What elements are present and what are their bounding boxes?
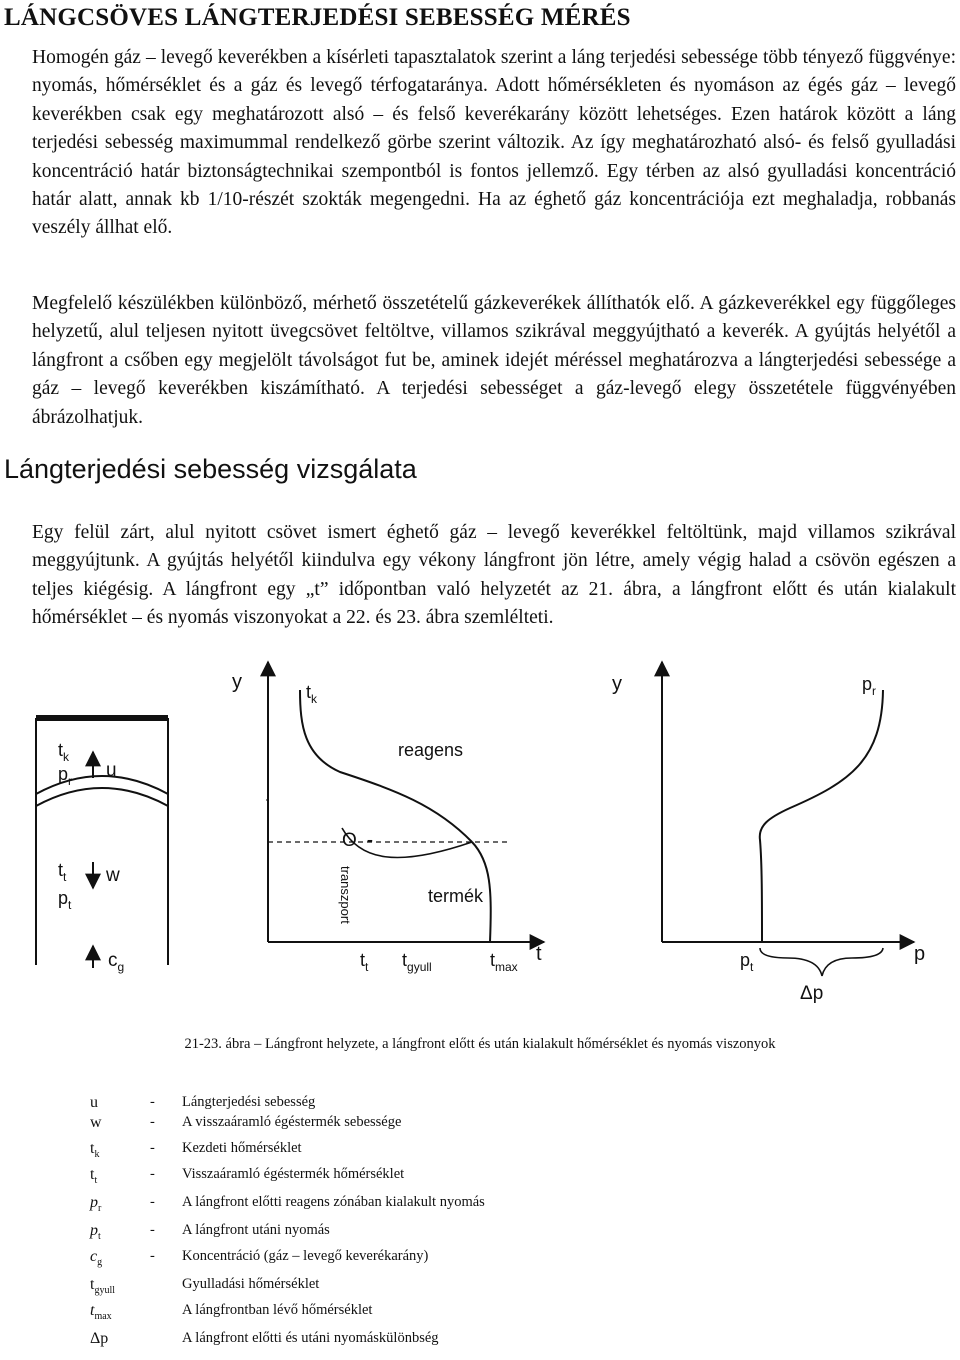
pressure-pt-label: $p_t$	[740, 950, 754, 974]
legend-row	[90, 1140, 710, 1164]
reagens-label: reagens	[398, 740, 464, 760]
tgyull-tick-label: $t_{gyull}$	[402, 950, 432, 974]
tube-cg-label: $c_g$	[108, 950, 125, 974]
legend-description: Gyulladási hőmérséklet	[182, 1276, 320, 1292]
legend-dash: -	[150, 1222, 155, 1238]
tube-figure	[36, 718, 168, 974]
legend-symbol: Δp	[90, 1330, 109, 1347]
o2-label: O -	[342, 830, 374, 851]
legend-dash: -	[150, 1166, 155, 1182]
tube-u-label: u	[106, 760, 117, 781]
legend-description: Lángterjedési sebesség	[182, 1094, 316, 1110]
legend-description: A lángfrontban lévő hőmérséklet	[182, 1302, 373, 1318]
legend-dash: -	[150, 1094, 155, 1110]
tube-w-label: w	[106, 865, 120, 886]
figure-caption: 21-23. ábra – Lángfront helyzete, a lángfront előtt és után kialakult hőmérséklet és nyomás viszonyok	[184, 1036, 776, 1052]
legend-symbol: $t_t$	[90, 1166, 98, 1187]
intro-paragraph: Homogén gáz – levegő keverékben a kísérleti tapasztalatok szerint a láng terjedési sebessége több tényező függvénye: nyomás, hőmérséklet és a gáz és levegő térfogataránya. Adott hőmérsékleten és nyomáson az égés gáz – levegő keverékben csak egy meghatározott alsó – és felső keverékarány között lehetséges. Ezen határok között a láng terjedési sebesség maximummal rendelkező görbe szerint változik. Az így meghatározható alsó- és felső gyulladási koncentráció határ biztonságtechnikai szempontból is fontos jellemző. Egy térben az alsó gyulladási koncentráció határ alatt, annak kb 1/10-részét szokták megengedni. Ha az éghető gáz koncentrációja ezt meghaladja, robbanás veszély állhat elő.	[32, 47, 956, 239]
legend-symbol: $t_k$	[90, 1140, 100, 1161]
pressure-p-axis-label: p	[914, 943, 926, 965]
apparatus-paragraph: Megfelelő készülékben különböző, mérhető összetételű gázkeverékek állíthatók elő. A gázkeverékkel egy függőleges helyzetű, alul teljesen nyitott üvegcsövet feltöltve, villamos szikrával meggyújtható a keverék. A gyújtás helyétől a lángfront a csőben egy megjelölt távolságot fut be, aminek idejét méréssel meghatározva a lángterjedési sebessége a gáz – levegő keverékben kiszámítható. A terjedési sebességet a gáz-levegő elegy összetétele függvényében ábrázolhatjuk.	[32, 293, 956, 428]
tt-tick-label: $t_t$	[360, 950, 369, 974]
pressure-y-label: y	[612, 673, 622, 695]
legend-description: Kezdeti hőmérséklet	[182, 1140, 302, 1156]
transzport-curve	[342, 828, 472, 858]
delta-p-brace	[760, 948, 883, 976]
legend-row	[90, 1276, 710, 1300]
tube-pt-label: $p_t$	[58, 888, 72, 912]
temperature-y-label: y	[232, 671, 242, 693]
delta-p-label: Δp	[800, 983, 824, 1004]
temperature-t-axis-label: t	[536, 943, 542, 965]
legend-symbol: $c_g$	[90, 1248, 103, 1269]
legend-symbol: $p_r$	[90, 1194, 102, 1215]
flame-front-upper	[36, 776, 168, 794]
legend-description: A lángfront előtti reagens zónában kialakult nyomás	[182, 1194, 485, 1210]
legend-dash: -	[150, 1114, 155, 1130]
flame-front-lower	[36, 788, 168, 806]
legend-symbol: $t_{max}$	[90, 1302, 112, 1323]
temperature-figure	[232, 662, 544, 974]
tube-tt-label: $t_t$	[58, 860, 67, 884]
tube-pr-label: $p_r$	[58, 764, 73, 788]
legend-row	[90, 1194, 710, 1218]
legend-row	[90, 1114, 710, 1138]
flame-front-diagram	[0, 650, 960, 1010]
legend-symbol: $t_{gyull}$	[90, 1276, 116, 1297]
legend-row	[90, 1166, 710, 1190]
legend-row	[90, 1222, 710, 1246]
legend-description: A visszaáramló égéstermék sebessége	[182, 1114, 402, 1130]
temperature-tk-label: $t_k$	[306, 682, 318, 706]
transzport-label: transzport	[338, 866, 353, 924]
legend-dash: -	[150, 1140, 155, 1156]
document-title: LÁNGCSÖVES LÁNGTERJEDÉSI SEBESSÉG MÉRÉS	[4, 4, 631, 31]
section-title: Lángterjedési sebesség vizsgálata	[4, 454, 417, 484]
legend-row	[90, 1248, 710, 1272]
legend-description: Koncentráció (gáz – levegő keverékarány)	[182, 1248, 429, 1264]
termek-label: termék	[428, 886, 484, 906]
pressure-curve	[760, 690, 883, 942]
legend-description: A lángfront utáni nyomás	[182, 1222, 330, 1238]
reagens-curve	[300, 690, 472, 842]
method-paragraph: Egy felül zárt, alul nyitott csövet ismert éghető gáz – levegő keverékkel feltöltünk, majd villamos szikrával meggyújtunk. A gyújtás helyétől kiindulva egy vékony lángfront jön létre, amely végig halad a csövön egészen a teljes kiégésig. A lángfront egy „t” időpontban való helyzetét az 21. ábra, a lángfront előtt és után kialakult hőmérséklet – és nyomás viszonyokat a 22. és 23. ábra szemlélteti.	[32, 522, 956, 629]
legend-symbol: $p_t$	[90, 1222, 101, 1243]
legend-symbol: w	[90, 1114, 102, 1131]
legend-dash: -	[150, 1248, 155, 1264]
legend-row	[90, 1302, 710, 1326]
legend-row	[90, 1330, 710, 1354]
legend-dash: -	[150, 1194, 155, 1210]
pressure-pr-label: $p_r$	[862, 674, 877, 698]
tmax-tick-label: $t_{max}$	[490, 950, 518, 974]
legend-symbol: u	[90, 1094, 98, 1111]
legend-description: Visszaáramló égéstermék hőmérséklet	[182, 1166, 405, 1182]
pressure-figure	[612, 662, 925, 1004]
legend-description: A lángfront előtti és utáni nyomáskülönbség	[182, 1330, 439, 1346]
tube-tk-label: $t_k$	[58, 740, 70, 764]
